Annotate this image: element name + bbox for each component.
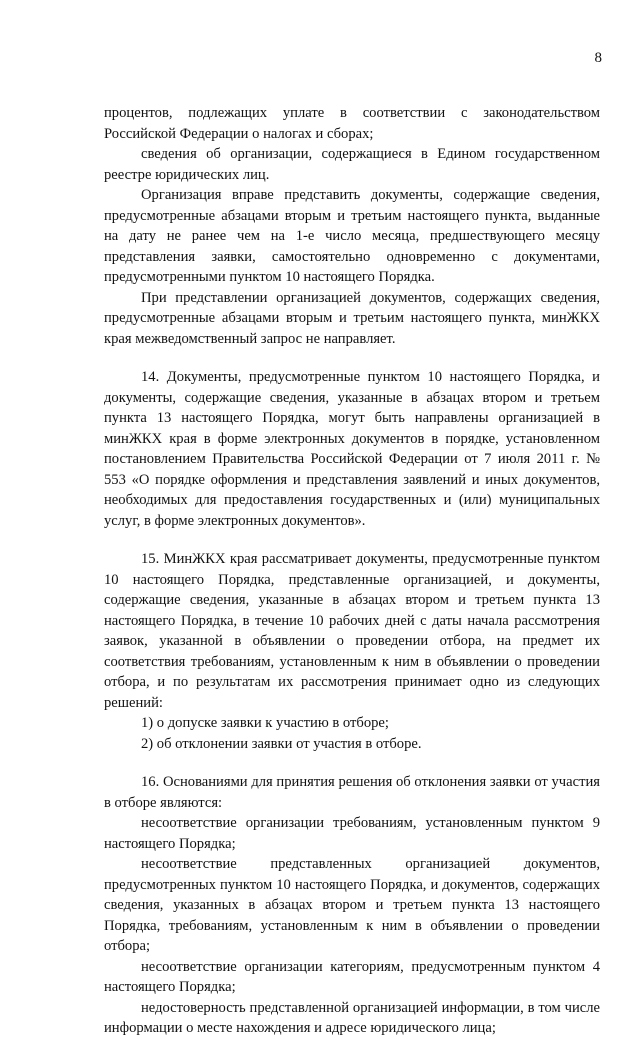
page-number: 8 [594, 50, 602, 66]
clause-15: 15. МинЖКХ края рассматривает документы, предусмотренные пунктом 10 настоящего Порядка, представленные организацией, и документы, содержащие сведения, указанные в абзацах втором и третьем пункта 13 настоящего Порядка, в течение 10 рабочих дней с даты начала рассмотрения заявок, указанной в объявлении о проведении отбора, на предмет их соответствия требованиям, установленным к ним в объявлении о проведении отбора, и по результатам их рассмотрения принимает одно из следующих решений: [104, 551, 600, 711]
clause-16: 16. Основаниями для принятия решения об отклонения заявки от участия в отборе являются: [104, 774, 600, 811]
clause-16-ground-4: недостоверность представленной организацией информации, в том числе информации о месте нахождения и адресе юридического лица; [104, 999, 600, 1036]
paragraph-1: процентов, подлежащих уплате в соответствии с законодательством Российской Федерации о налогах и сборах; [104, 105, 600, 142]
clause-15-option-1: 1) о допуске заявки к участию в отборе; [141, 715, 389, 731]
document-body [104, 103, 600, 1039]
clause-14: 14. Документы, предусмотренные пунктом 10 настоящего Порядка, и документы, содержащие сведения, указанные в абзацах втором и третьем пункта 13 настоящего Порядка, могут быть направлены организацией в минЖКХ края в форме электронных документов в порядке, установленном постановлением Правительства Российской Федерации от 7 июля 2011 г. № 553 «О порядке оформления и представления заявлений и иных документов, необходимых для предоставления государственных и (или) муниципальных услуг, в форме электронных документов». [104, 369, 600, 529]
clause-16-ground-3: несоответствие организации категориям, предусмотренным пунктом 4 настоящего Порядка; [104, 958, 600, 995]
paragraph-2: сведения об организации, содержащиеся в Едином государственном реестре юридических лиц. [104, 146, 600, 183]
clause-15-option-2: 2) об отклонении заявки от участия в отборе. [141, 735, 422, 752]
clause-16-ground-1: несоответствие организации требованиям, установленным пунктом 9 настоящего Порядка; [104, 815, 600, 852]
paragraph-3: Организация вправе представить документы, содержащие сведения, предусмотренные абзацами вторым и третьим настоящего пункта, выданные на дату не ранее чем на 1-е число месяца, предшествующего месяцу представления заявки, самостоятельно одновременно с документами, предусмотренными пунктом 10 настоящего Порядка. [104, 187, 600, 285]
paragraph-4: При представлении организацией документов, содержащих сведения, предусмотренные абзацами вторым и третьим настоящего пункта, минЖКХ края межведомственный запрос не направляет. [104, 289, 600, 347]
clause-16-ground-2: несоответствие представленных организацией документов, предусмотренных пунктом 10 настоящего Порядка, и документов, содержащих сведения, указанных в абзацах втором и третьем пункта 13 настоящего Порядка, требованиям, установленным к ним в объявлении о проведении отбора; [104, 856, 600, 954]
